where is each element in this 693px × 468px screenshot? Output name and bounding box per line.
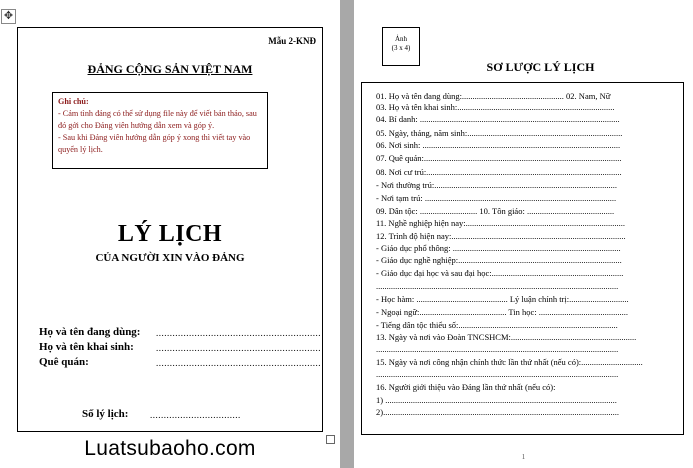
note-title: Ghi chú: (58, 97, 89, 106)
profile-title: SƠ LƯỢC LÝ LỊCH (486, 60, 595, 74)
page-gutter (340, 0, 354, 468)
profile-line[interactable]: 08. Nơi cư trú:............................................................................................ (376, 167, 622, 177)
field-hometown-label: Quê quán: (39, 356, 89, 368)
document-page-cover (0, 0, 340, 468)
table-move-handle-icon[interactable]: ✥ (1, 9, 16, 24)
party-name-heading: ĐẢNG CỘNG SẢN VIỆT NAM (87, 62, 253, 76)
profile-line[interactable]: - Giáo dục đại học và sau đại học:.............................................................. (376, 268, 624, 278)
profile-line[interactable]: 11. Nghề nghiệp hiện nay:........................................................................... (376, 218, 625, 228)
profile-line[interactable]: 15. Ngày và nơi công nhận chính thức lần thứ nhất (nếu có):............................. (376, 357, 643, 367)
profile-line[interactable]: 04. Bí danh: .............................................................................................. (376, 114, 620, 124)
field-record-no-dots[interactable]: ................................. (150, 410, 241, 420)
field-record-no-label: Số lý lịch: (82, 408, 129, 420)
field-hometown-dots[interactable]: ............................................................ (156, 358, 321, 368)
profile-line[interactable]: .................................................................................................................. (376, 369, 619, 379)
profile-line[interactable]: 06. Nơi sinh: ............................................................................................. (376, 140, 621, 150)
profile-line[interactable]: - Ngoại ngữ:......................................... Tin học: .......................................... (376, 307, 629, 317)
profile-line[interactable]: 09. Dân tộc: ........................... 10. Tôn giáo: ......................................... (376, 206, 615, 216)
document-subtitle: CỦA NGƯỜI XIN VÀO ĐẢNG (95, 252, 245, 264)
profile-line[interactable]: 13. Ngày và nơi vào Đoàn TNCSHCM:........................................................... (376, 332, 637, 342)
profile-line[interactable]: - Nơi thường trú:...................................................................................... (376, 180, 617, 190)
field-birth-name-dots[interactable]: ............................................................ (156, 343, 321, 353)
profile-line[interactable]: 05. Ngày, tháng, năm sinh:......................................................................... (376, 128, 623, 138)
profile-line[interactable]: 16. Người giới thiệu vào Đảng lần thứ nhất (nếu có): (376, 382, 556, 392)
note-line-1: - Cảm tình đảng có thể sử dụng file này để viết bản thảo, sau đó gởi cho Đảng viên hướng dẫn xem và góp ý. (58, 109, 257, 130)
note-box (52, 92, 268, 169)
profile-line[interactable]: 1) ............................................................................................................. (376, 395, 617, 405)
form-code: Mẫu 2-KNĐ (268, 36, 316, 46)
watermark-brand: Luatsubaoho.com (84, 437, 256, 460)
profile-line[interactable]: 2)............................................................................................................... (376, 407, 619, 417)
document-title: LÝ LỊCH (117, 221, 223, 247)
profile-line[interactable]: - Giáo dục nghề nghiệp:............................................................................. (376, 255, 622, 265)
profile-line[interactable]: - Nơi tạm trú: .......................................................................................... (376, 193, 617, 203)
field-birth-name-label: Họ và tên khai sinh: (39, 341, 134, 353)
note-line-2: - Sau khi Đảng viên hướng dẫn góp ý xong thì viết tay vào quyển lý lịch. (58, 133, 251, 154)
cover-frame (17, 27, 323, 432)
profile-line[interactable]: 01. Họ và tên đang dùng:................................................ 02. Nam, Nữ (376, 91, 611, 101)
field-current-name-label: Họ và tên đang dùng: (39, 326, 141, 338)
profile-line[interactable]: - Tiếng dân tộc thiểu số:........................................................................... (376, 320, 618, 330)
page-number: 1 (521, 453, 526, 461)
profile-line[interactable]: 12. Trình độ hiện nay:.................................................................................. (376, 231, 626, 241)
photo-size: (3 x 4) (391, 44, 411, 52)
field-current-name-dots[interactable]: ............................................................ (156, 328, 321, 338)
profile-line[interactable]: 07. Quê quán:............................................................................................. (376, 153, 622, 163)
profile-line[interactable]: 03. Họ và tên khai sinh:.......................................................................... (376, 102, 615, 112)
profile-line[interactable]: - Học hàm: ........................................... Lý luận chính trị:............................ (376, 294, 629, 304)
document-page-profile (354, 0, 693, 468)
profile-line[interactable]: - Giáo dục phổ thông: ............................................................................... (376, 243, 621, 253)
profile-line[interactable]: .................................................................................................................. (376, 281, 619, 291)
photo-label: Ảnh (394, 35, 408, 43)
profile-line[interactable]: .................................................................................................................. (376, 344, 619, 354)
